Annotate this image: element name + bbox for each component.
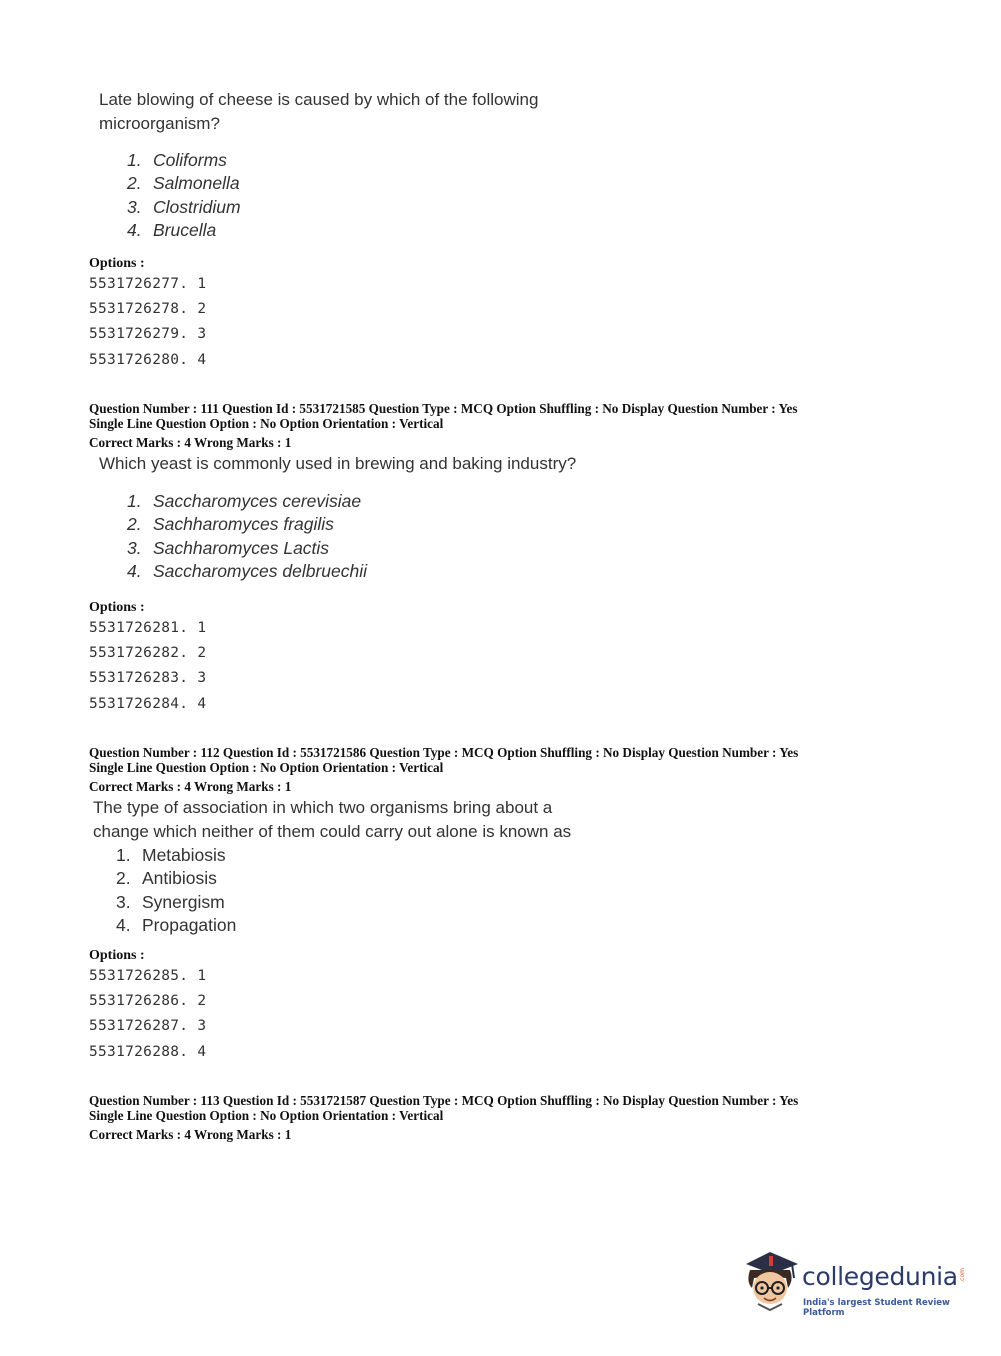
- option-id-line: 5531726280. 4: [89, 352, 207, 368]
- option-id-line: 5531726279. 3: [89, 326, 207, 342]
- question-110-choices: [127, 149, 241, 243]
- student-mascot-icon: [740, 1248, 802, 1312]
- question-text-line: change which neither of them could carry out alone is known as: [93, 821, 572, 841]
- option-id-line: 5531726283. 3: [89, 670, 207, 686]
- question-111-text: [99, 452, 576, 476]
- choice-item: 4. Propagation: [116, 915, 237, 936]
- option-id-line: 5531726281. 1: [89, 620, 207, 636]
- choice-item: 3. Sachharomyces Lactis: [127, 537, 330, 558]
- meta-line: Single Line Question Option : No Option Orientation : Vertical: [89, 1108, 444, 1123]
- question-111-choices: [127, 490, 367, 584]
- logo-wordmark: collegedunia: [802, 1262, 958, 1291]
- option-id-line: 5531726277. 1: [89, 276, 207, 292]
- logo-tagline: India's largest Student Review Platform: [803, 1298, 950, 1318]
- choice-item: 4. Brucella: [127, 220, 217, 241]
- option-id-line: 5531726288. 4: [89, 1044, 207, 1060]
- question-111-meta: [89, 401, 798, 431]
- choice-item: 3. Clostridium: [127, 196, 241, 217]
- meta-line: Question Number : 112 Question Id : 5531721586 Question Type : MCQ Option Shuffling : No Display Question Number : Yes: [89, 745, 799, 760]
- meta-line: Single Line Question Option : No Option Orientation : Vertical: [89, 760, 444, 775]
- option-id-line: 5531726286. 2: [89, 993, 207, 1009]
- question-text-line: Which yeast is commonly used in brewing and baking industry?: [99, 454, 577, 473]
- question-110-text: [99, 88, 538, 135]
- options-label: Options :: [89, 256, 145, 271]
- options-label: Options :: [89, 600, 145, 615]
- choice-item: 4. Saccharomyces delbruechii: [127, 561, 367, 582]
- question-text-line: The type of association in which two organisms bring about a: [93, 798, 553, 817]
- collegedunia-logo: [740, 1248, 970, 1320]
- question-112-choices: [116, 844, 236, 938]
- option-id-line: 5531726284. 4: [89, 696, 207, 712]
- option-id-line: 5531726282. 2: [89, 645, 207, 661]
- choice-item: 2. Antibiosis: [116, 868, 217, 889]
- question-111-marks: Correct Marks : 4 Wrong Marks : 1: [89, 435, 292, 450]
- choice-item: 1. Saccharomyces cerevisiae: [127, 491, 362, 511]
- choice-item: 1. Metabiosis: [116, 845, 226, 865]
- question-113-marks: Correct Marks : 4 Wrong Marks : 1: [89, 1127, 292, 1142]
- choice-item: 2. Sachharomyces fragilis: [127, 514, 334, 535]
- question-text-line: Late blowing of cheese is caused by which of the following: [99, 90, 539, 109]
- meta-line: Question Number : 113 Question Id : 5531721587 Question Type : MCQ Option Shuffling : No Display Question Number : Yes: [89, 1093, 799, 1108]
- choice-item: 1. Coliforms: [127, 150, 227, 170]
- options-label: Options :: [89, 948, 145, 963]
- question-113-meta: [89, 1093, 798, 1123]
- meta-line: Single Line Question Option : No Option Orientation : Vertical: [89, 416, 444, 431]
- option-id-line: 5531726278. 2: [89, 301, 207, 317]
- choice-item: 2. Salmonella: [127, 173, 240, 194]
- option-id-line: 5531726287. 3: [89, 1018, 207, 1034]
- question-112-marks: Correct Marks : 4 Wrong Marks : 1: [89, 779, 292, 794]
- meta-line: Question Number : 111 Question Id : 5531721585 Question Type : MCQ Option Shuffling : No Display Question Number : Yes: [89, 401, 798, 416]
- logo-domain-suffix: .com: [959, 1268, 966, 1283]
- question-text-line: microorganism?: [99, 113, 220, 133]
- option-id-line: 5531726285. 1: [89, 968, 207, 984]
- choice-item: 3. Synergism: [116, 891, 225, 912]
- question-112-meta: [89, 745, 798, 775]
- question-112-text: [93, 796, 571, 843]
